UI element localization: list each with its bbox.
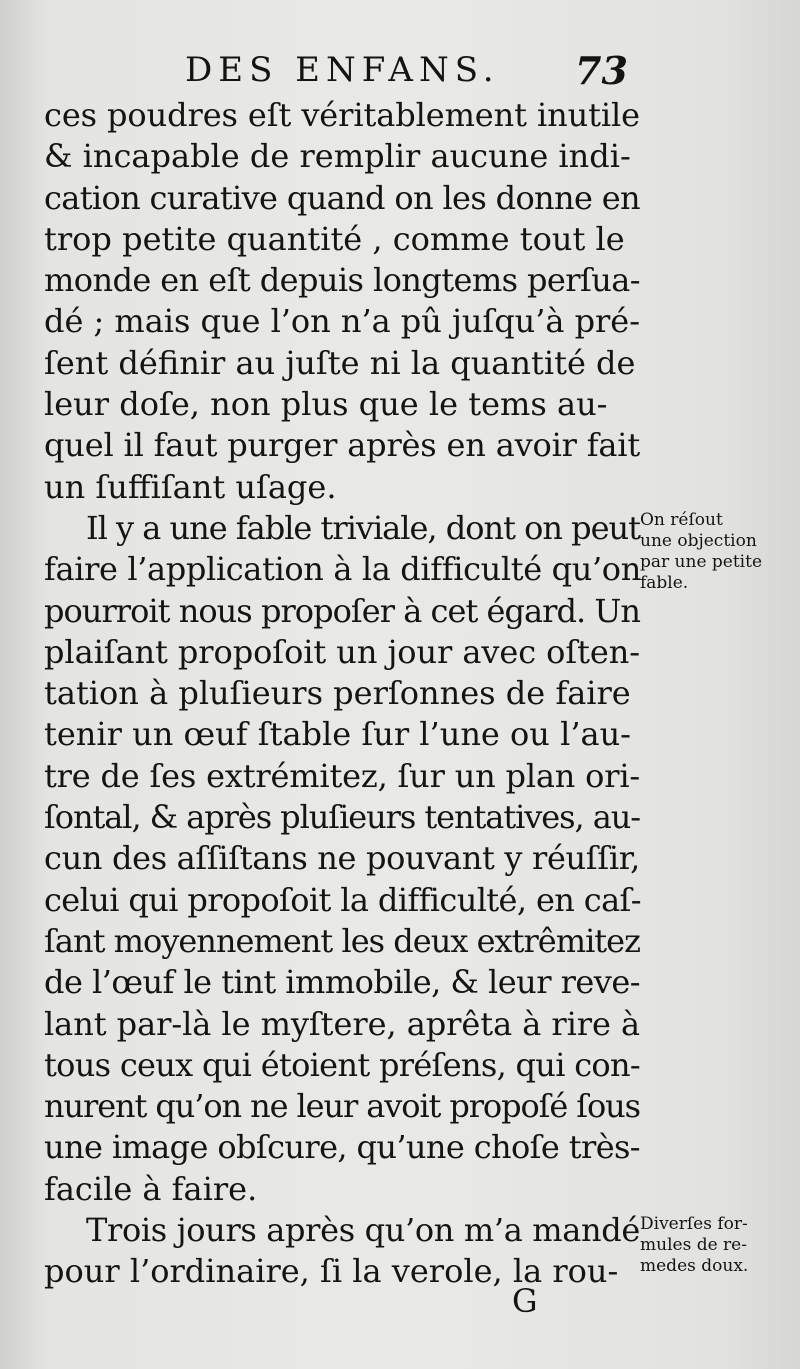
body-text: [44, 95, 640, 1293]
text-line: nurent qu’on ne leur avoit propoſé ſous: [44, 1087, 641, 1126]
text-line: ces poudres eſt véritablement inutile: [44, 96, 641, 134]
text-line: tation à pluſieurs perſonnes de faire: [44, 674, 631, 713]
text-line: trop petite quantité , comme tout le: [44, 219, 625, 258]
running-title: DES ENFANS.: [185, 50, 500, 90]
text-line: & incapable de remplir aucune indi-: [44, 137, 631, 176]
text-line: celui qui propoſoit la difficulté, en caſ-: [44, 880, 641, 919]
paragraph-start-line: Il y a une fable triviale, dont on peut: [86, 508, 641, 547]
margin-note-line: mules de re-: [640, 1235, 747, 1255]
text-line: lant par-là le myſtere, aprêta à rire à: [44, 1004, 641, 1043]
text-line: pour l’ordinaire, ſi la verole, la rou-: [44, 1252, 619, 1291]
page-header: [0, 50, 800, 100]
text-line: pourroit nous propoſer à cet égard. Un: [44, 591, 641, 630]
text-line: tous ceux qui étoient préſens, qui con-: [44, 1045, 641, 1084]
text-line: facile à faire.: [44, 1169, 258, 1208]
text-line: faire l’application à la difficulté qu’on: [44, 550, 641, 589]
text-line: tre de ſes extrémitez, ſur un plan ori-: [44, 756, 641, 795]
text-line: un ſuffiſant uſage.: [44, 467, 337, 506]
text-line: tenir un œuf ſtable ſur l’une ou l’au-: [44, 715, 631, 754]
margin-note-line: On réſout: [640, 510, 723, 530]
text-line: de l’œuf le tint immobile, & leur reve-: [44, 963, 641, 1002]
text-line: quel il faut purger après en avoir fait: [44, 426, 641, 465]
text-line: une image obſcure, qu’une choſe très-: [44, 1128, 641, 1167]
text-line: leur doſe, non plus que le tems au-: [44, 385, 608, 424]
margin-note-line: medes doux.: [640, 1256, 749, 1276]
text-line: ſent définir au juſte ni la quantité de: [44, 343, 636, 382]
text-line: ſant moyennement les deux extrêmitez: [44, 921, 641, 960]
paragraph-start-line: Trois jours après qu’on m’a mandé: [86, 1211, 640, 1250]
margin-note-line: par une petite: [640, 552, 763, 572]
text-line: plaiſant propoſoit un jour avec oſten-: [44, 632, 641, 671]
signature-mark: G: [512, 1282, 538, 1320]
margin-note-formules: [640, 1214, 800, 1277]
text-line: cun des aſſiſtans ne pouvant y réuſſir,: [44, 839, 641, 878]
text-line: cation curative quand on les donne en: [44, 178, 641, 217]
text-line: ſontal, & après pluſieurs tentatives, au-: [44, 798, 641, 837]
margin-note-line: Diverſes for-: [640, 1214, 748, 1234]
margin-note-line: fable.: [640, 573, 689, 593]
page-number: 73: [575, 48, 628, 93]
text-line: dé ; mais que l’on n’a pû juſqu’à pré-: [44, 302, 640, 341]
margin-note-line: une objection: [640, 531, 757, 551]
text-line: monde en eſt depuis longtems perſua-: [44, 261, 641, 300]
margin-note-fable: [640, 510, 800, 594]
